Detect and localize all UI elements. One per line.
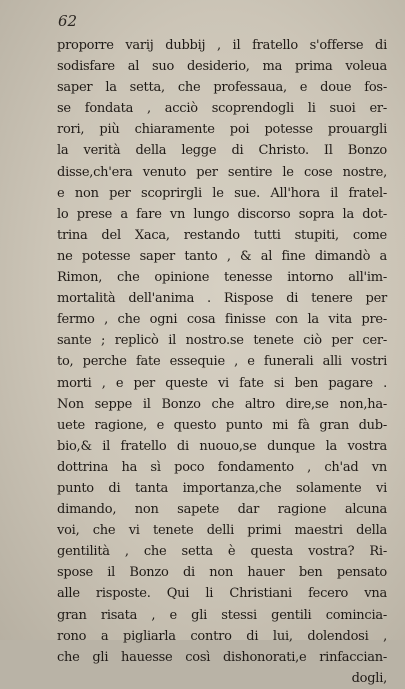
text-line: uete ragione, e questo punto mi fà gran dub- — [57, 417, 387, 433]
text-line: sodisfare al suo desiderio, ma prima voleua — [57, 59, 387, 75]
text-line: la verità della legge di Christo. Il Bonzo — [57, 143, 387, 159]
text-line: bio,& il fratello di nuouo,se dunque la vostra — [57, 438, 387, 454]
text-line: mortalità dell'anima . Rispose di tenere per — [57, 291, 387, 307]
text-line: rono a pigliarla contro di lui, dolendosi , — [57, 628, 387, 644]
page-text — [57, 35, 387, 689]
text-line: spose il Bonzo di non hauer ben pensato — [57, 565, 387, 581]
text-line: dimando, non sapete dar ragione alcuna — [57, 502, 387, 518]
text-line: saper la setta, che professaua, e doue fos- — [57, 80, 387, 96]
text-line: proporre varij dubbij , il fratello s'offerse di — [57, 38, 387, 53]
text-line: fermo , che ogni cosa finisse con la vita pre- — [57, 312, 387, 328]
text-line: lo prese a fare vn lungo discorso sopra la dot- — [57, 206, 387, 222]
text-line: trina del Xaca, restando tutti stupiti, come — [57, 227, 387, 243]
text-line: Non seppe il Bonzo che altro dire,se non,ha- — [57, 396, 387, 412]
text-line: e non per scoprirgli le sue. All'hora il fratel- — [57, 185, 387, 201]
text-line: Rimon, che opinione tenesse intorno all'im- — [57, 270, 387, 286]
text-line: gentilità , che setta è questa vostra? Ri- — [57, 544, 387, 560]
text-line: dottrina ha sì poco fondamento , ch'ad vn — [57, 459, 387, 475]
text-line: sante ; replicò il nostro.se tenete ciò per cer- — [57, 333, 387, 349]
text-line: disse,ch'era venuto per sentire le cose nostre, — [57, 164, 387, 180]
text-line: morti , e per queste vi fate si ben pagare . — [57, 375, 387, 391]
text-line: che gli hauesse così dishonorati,e rinfaccian- — [57, 649, 387, 665]
text-line: voi, che vi tenete delli primi maestri della — [57, 523, 387, 539]
text-line: gran risata , e gli stessi gentili comincia- — [57, 607, 387, 623]
text-line: rori, più chiaramente poi potesse prouargli — [57, 122, 387, 138]
page-number: 62 — [58, 12, 78, 30]
text-line: alle risposte. Qui li Christiani fecero vna — [57, 586, 387, 602]
text-line-last: dogli, — [351, 670, 387, 686]
text-line: se fondata , acciò scoprendogli li suoi er- — [57, 101, 387, 117]
text-line: to, perche fate essequie , e funerali alli vostri — [57, 354, 387, 370]
text-line: punto di tanta importanza,che solamente vi — [57, 480, 387, 496]
text-line: ne potesse saper tanto , & al fine dimandò a — [57, 248, 387, 264]
